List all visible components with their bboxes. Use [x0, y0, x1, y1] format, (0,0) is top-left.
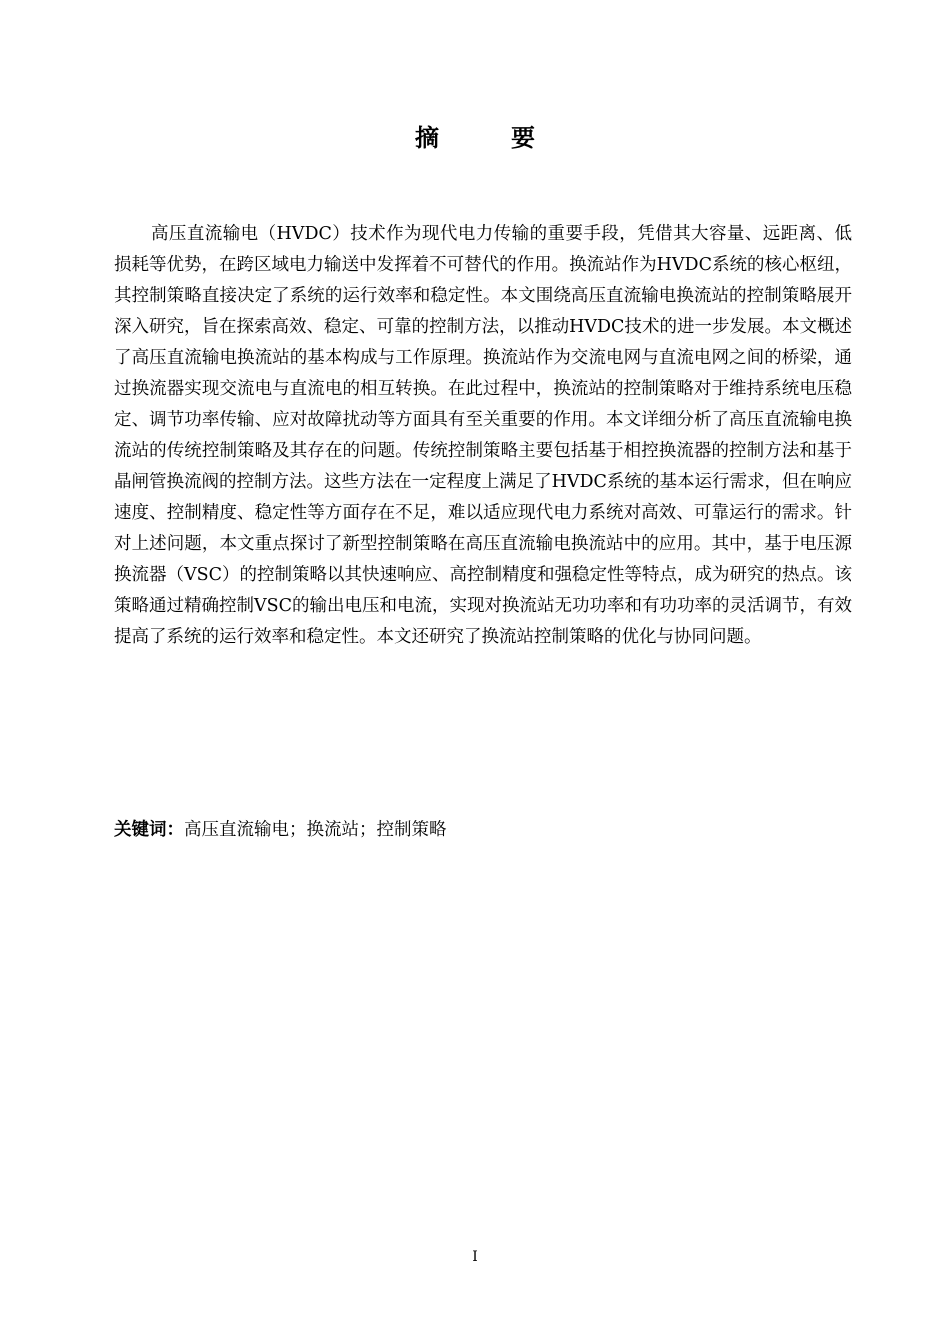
abstract-body: 高压直流输电（HVDC）技术作为现代电力传输的重要手段，凭借其大容量、远距离、低损耗等优势，在跨区域电力输送中发挥着不可替代的作用。换流站作为HVDC系统的核心枢纽，其控制策略直接决定了系统的运行效率和稳定性。本文围绕高压直流输电换流站的控制策略展开深入研究，旨在探索高效、稳定、可靠的控制方法，以推动HVDC技术的进一步发展。本文概述了高压直流输电换流站的基本构成与工作原理。换流站作为交流电网与直流电网之间的桥梁，通过换流器实现交流电与直流电的相互转换。在此过程中，换流站的控制策略对于维持系统电压稳定、调节功率传输、应对故障扰动等方面具有至关重要的作用。本文详细分析了高压直流输电换流站的传统控制策略及其存在的问题。传统控制策略主要包括基于相控换流器的控制方法和基于晶闸管换流阀的控制方法。这些方法在一定程度上满足了HVDC系统的基本运行需求，但在响应速度、控制精度、稳定性等方面存在不足，难以适应现代电力系统对高效、可靠运行的需求。针对上述问题，本文重点探讨了新型控制策略在高压直流输电换流站中的应用。其中，基于电压源换流器（VSC）的控制策略以其快速响应、高控制精度和强稳定性等特点，成为研究的热点。该策略通过精确控制VSC的输出电压和电流，实现对换流站无功功率和有功功率的灵活调节，有效提高了系统的运行效率和稳定性。本文还研究了换流站控制策略的优化与协同问题。: [114, 224, 853, 647]
keywords-label: 关键词：: [114, 820, 184, 840]
page-number: I: [472, 1249, 478, 1265]
abstract-title: 摘 要: [415, 123, 559, 152]
keywords-line: [114, 816, 852, 844]
keywords-text: 高压直流输电；换流站；控制策略: [184, 820, 447, 840]
